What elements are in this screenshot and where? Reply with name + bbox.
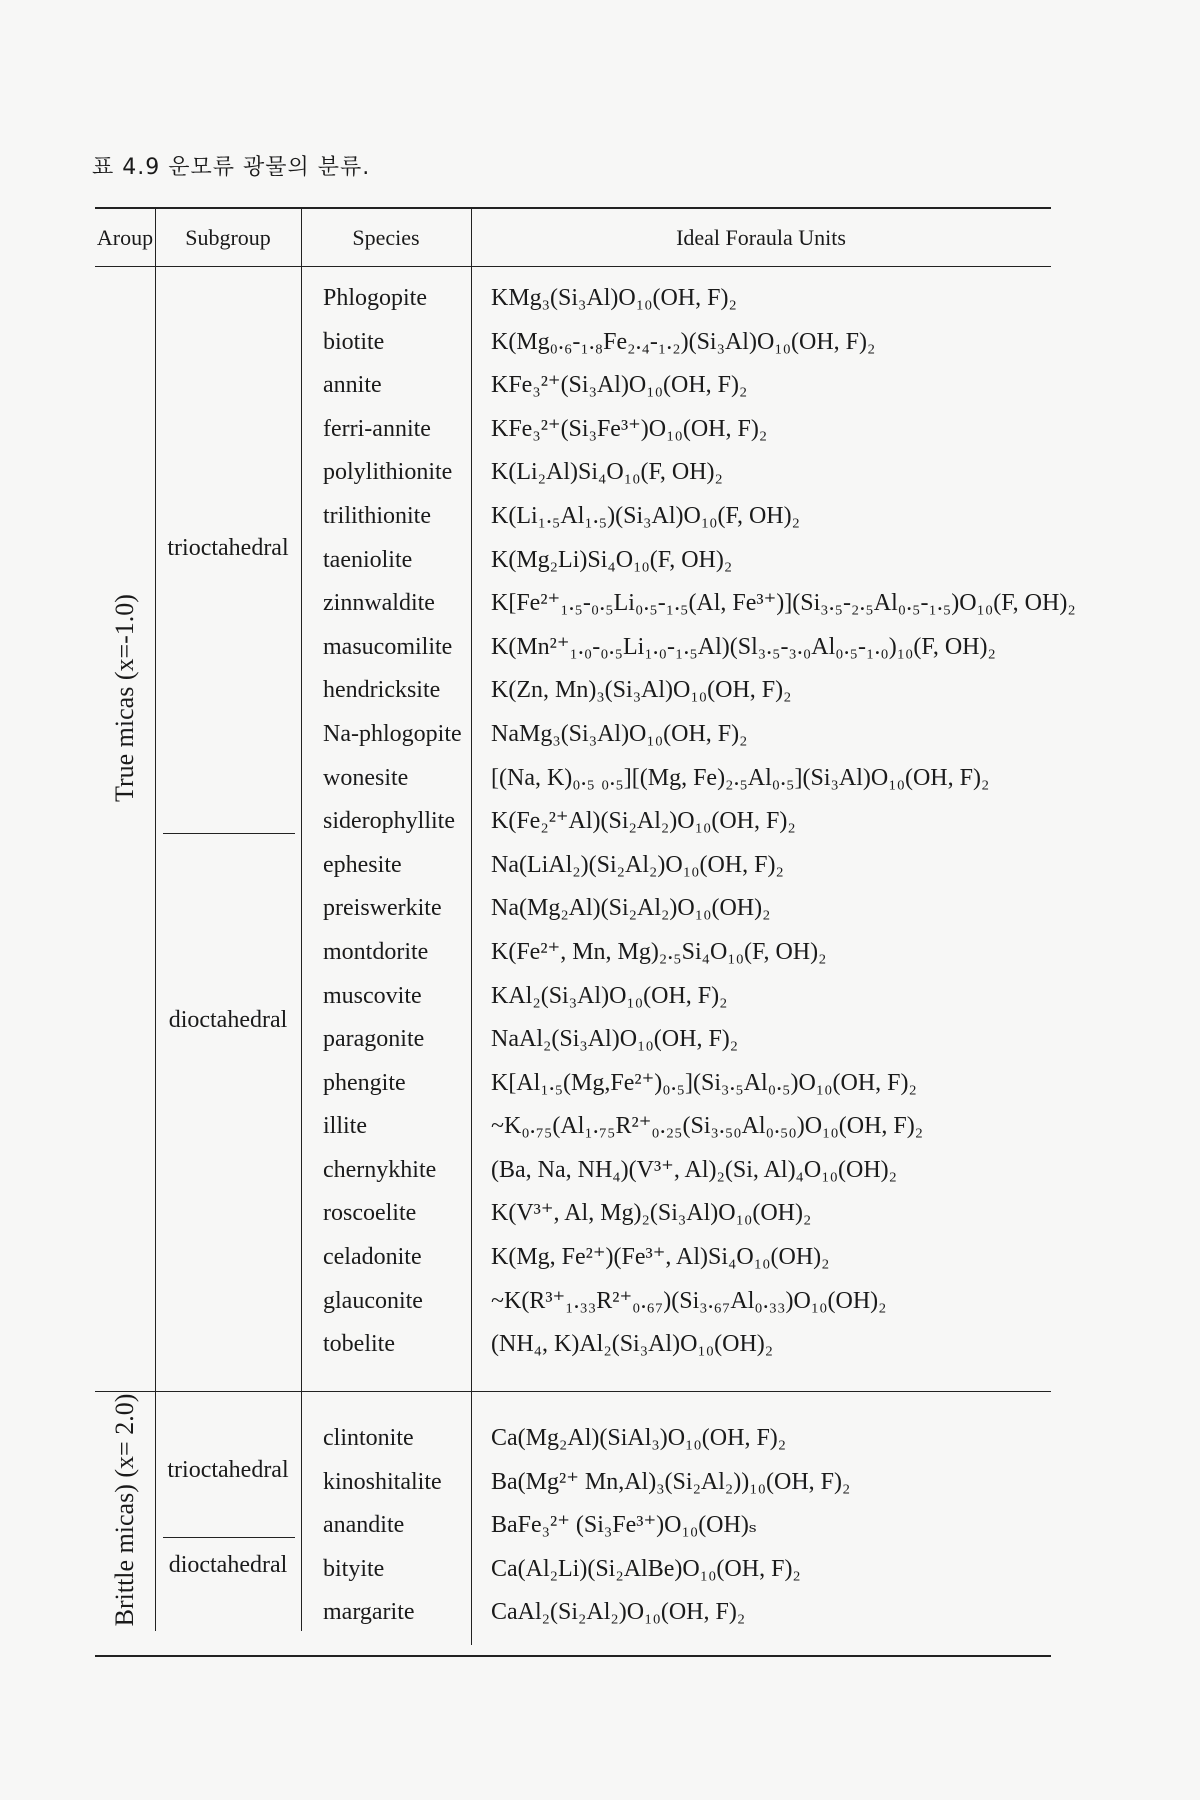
species-name: hendricksite: [323, 677, 441, 704]
group-label-brittle-micas: Brittle micas) (x= 2.0): [110, 1393, 139, 1627]
formula-text: K(Mg, Fe²⁺)(Fe³⁺, Al)Si₄O₁₀(OH)₂: [491, 1244, 830, 1271]
subgroup-divider-brittle: [163, 1537, 295, 1538]
species-name: trilithionite: [323, 502, 431, 529]
formula-text: ~K(R³⁺₁.₃₃R²⁺₀.₆₇)(Si₃.₆₇Al₀.₃₃)O₁₀(OH)₂: [491, 1287, 887, 1314]
species-name: anandite: [323, 1512, 405, 1539]
species-name: preiswerkite: [323, 895, 442, 922]
formula-text: K(Li₁.₅Al₁.₅)(Si₃Al)O₁₀(F, OH)₂: [491, 502, 800, 529]
formula-text: NaMg₃(Si₃Al)O₁₀(OH, F)₂: [491, 720, 748, 747]
true-formula-column: [491, 277, 1076, 1367]
formula-text: KMg₃(Si₃Al)O₁₀(OH, F)₂: [491, 285, 737, 311]
formula-text: Na(LiAl₂)(Si₂Al₂)O₁₀(OH, F)₂: [491, 851, 784, 878]
top-rule: [95, 207, 1051, 209]
subgroup-brittle-dioctahedral: dioctahedral: [168, 1552, 288, 1578]
formula-text: K[Fe²⁺₁.₅-₀.₅Li₀.₅-₁.₅(Al, Fe³⁺)](Si₃.₅-₂.₅Al₀.₅-₁.₅)O₁₀(F, OH)₂: [491, 590, 1076, 617]
species-name: ferri-annite: [323, 415, 431, 442]
formula-text: KFe₃²⁺(Si₃Al)O₁₀(OH, F)₂: [491, 372, 748, 399]
header-subgroup: Subgroup: [185, 225, 271, 250]
species-name: annite: [323, 372, 382, 399]
brittle-species-column: [323, 1417, 442, 1635]
group-divider-rule: [95, 1391, 1051, 1392]
group-label-true-micas: True micas (x=-1.0): [110, 594, 139, 802]
species-name: zinnwaldite: [323, 590, 435, 617]
species-name: glauconite: [323, 1287, 423, 1314]
species-name: polylithionite: [323, 459, 453, 486]
formula-text: (NH₄, K)Al₂(Si₃Al)O₁₀(OH)₂: [491, 1331, 774, 1358]
species-name: Phlogopite: [323, 285, 428, 311]
brittle-formula-column: [491, 1417, 850, 1635]
species-name: taeniolite: [323, 546, 413, 573]
formula-text: K(Mg₀.₆-₁.₈Fe₂.₄-₁.₂)(Si₃Al)O₁₀(OH, F)₂: [491, 328, 876, 355]
header-group: Aroup: [96, 225, 154, 250]
species-name: chernykhite: [323, 1156, 437, 1183]
formula-text: BaFe₃²⁺ (Si₃Fe³⁺)O₁₀(OH)ₛ: [491, 1512, 757, 1539]
species-name: bityite: [323, 1555, 385, 1582]
formula-text: KFe₃²⁺(Si₃Fe³⁺)O₁₀(OH, F)₂: [491, 415, 768, 442]
formula-text: (Ba, Na, NH₄)(V³⁺, Al)₂(Si, Al)₄O₁₀(OH)₂: [491, 1156, 898, 1183]
species-name: illite: [323, 1113, 367, 1140]
species-name: siderophyllite: [323, 808, 455, 835]
species-name: wonesite: [323, 764, 409, 791]
formula-text: K(Fe²⁺, Mn, Mg)₂.₅Si₄O₁₀(F, OH)₂: [491, 938, 827, 965]
species-name: roscoelite: [323, 1200, 417, 1227]
header-species: Species: [352, 225, 420, 250]
table-caption: 표 4.9 운모류 광물의 분류.: [92, 155, 371, 180]
species-name: montdorite: [323, 938, 429, 965]
species-name: ephesite: [323, 851, 402, 878]
formula-text: K(Mg₂Li)Si₄O₁₀(F, OH)₂: [491, 546, 733, 573]
species-name: biotite: [323, 328, 385, 355]
formula-text: K(Fe₂²⁺Al)(Si₂Al₂)O₁₀(OH, F)₂: [491, 808, 796, 835]
formula-text: K[Al₁.₅(Mg,Fe²⁺)₀.₅](Si₃.₅Al₀.₅)O₁₀(OH, F)₂: [491, 1069, 917, 1096]
formula-text: Ba(Mg²⁺ Mn,Al)₃(Si₂Al₂))₁₀(OH, F)₂: [491, 1468, 851, 1495]
formula-text: K(Zn, Mn)₃(Si₃Al)O₁₀(OH, F)₂: [491, 677, 792, 704]
species-name: kinoshitalite: [323, 1468, 442, 1495]
formula-text: K(Li₂Al)Si₄O₁₀(F, OH)₂: [491, 459, 723, 486]
formula-text: K(V³⁺, Al, Mg)₂(Si₃Al)O₁₀(OH)₂: [491, 1200, 812, 1227]
subgroup-column-line: [301, 207, 302, 1631]
species-name: phengite: [323, 1069, 406, 1096]
true-species-column: [323, 277, 462, 1367]
formula-text: ~K₀.₇₅(Al₁.₇₅R²⁺₀.₂₅(Si₃.₅₀Al₀.₅₀)O₁₀(OH, F)₂: [491, 1113, 924, 1140]
species-name: tobelite: [323, 1331, 395, 1358]
formula-text: Ca(Al₂Li)(Si₂AlBe)O₁₀(OH, F)₂: [491, 1555, 801, 1582]
species-column-line: [471, 207, 472, 1645]
species-name: margarite: [323, 1599, 415, 1626]
header-formula: Ideal Foraula Units: [676, 225, 846, 250]
subgroup-true-dioctahedral: dioctahedral: [168, 1007, 288, 1033]
bottom-rule: [95, 1655, 1051, 1657]
formula-text: KAl₂(Si₃Al)O₁₀(OH, F)₂: [491, 982, 728, 1009]
subgroup-true-trioctahedral: trioctahedral: [167, 535, 289, 561]
species-name: clintonite: [323, 1425, 414, 1451]
formula-text: CaAl₂(Si₂Al₂)O₁₀(OH, F)₂: [491, 1599, 746, 1626]
species-name: masucomilite: [323, 633, 453, 660]
formula-text: Na(Mg₂Al)(Si₂Al₂)O₁₀(OH)₂: [491, 895, 771, 922]
formula-text: [(Na, K)₀.₅ ₀.₅][(Mg, Fe)₂.₅Al₀.₅](Si₃Al)O₁₀(OH, F)₂: [491, 764, 990, 791]
species-name: celadonite: [323, 1244, 422, 1271]
species-name: muscovite: [323, 982, 422, 1009]
subgroup-brittle-trioctahedral: trioctahedral: [167, 1457, 289, 1483]
group-column-line: [155, 207, 156, 1631]
species-name: Na-phlogopite: [323, 720, 462, 747]
formula-text: K(Mn²⁺₁.₀-₀.₅Li₁.₀-₁.₅Al)(Sl₃.₅-₃.₀Al₀.₅-₁.₀)₁₀(F, OH)₂: [491, 633, 996, 660]
subgroup-divider-true: [163, 833, 295, 834]
formula-text: Ca(Mg₂Al)(SiAl₃)O₁₀(OH, F)₂: [491, 1425, 787, 1451]
formula-text: NaAl₂(Si₃Al)O₁₀(OH, F)₂: [491, 1026, 739, 1053]
species-name: paragonite: [323, 1026, 425, 1053]
header-rule: [95, 266, 1051, 267]
